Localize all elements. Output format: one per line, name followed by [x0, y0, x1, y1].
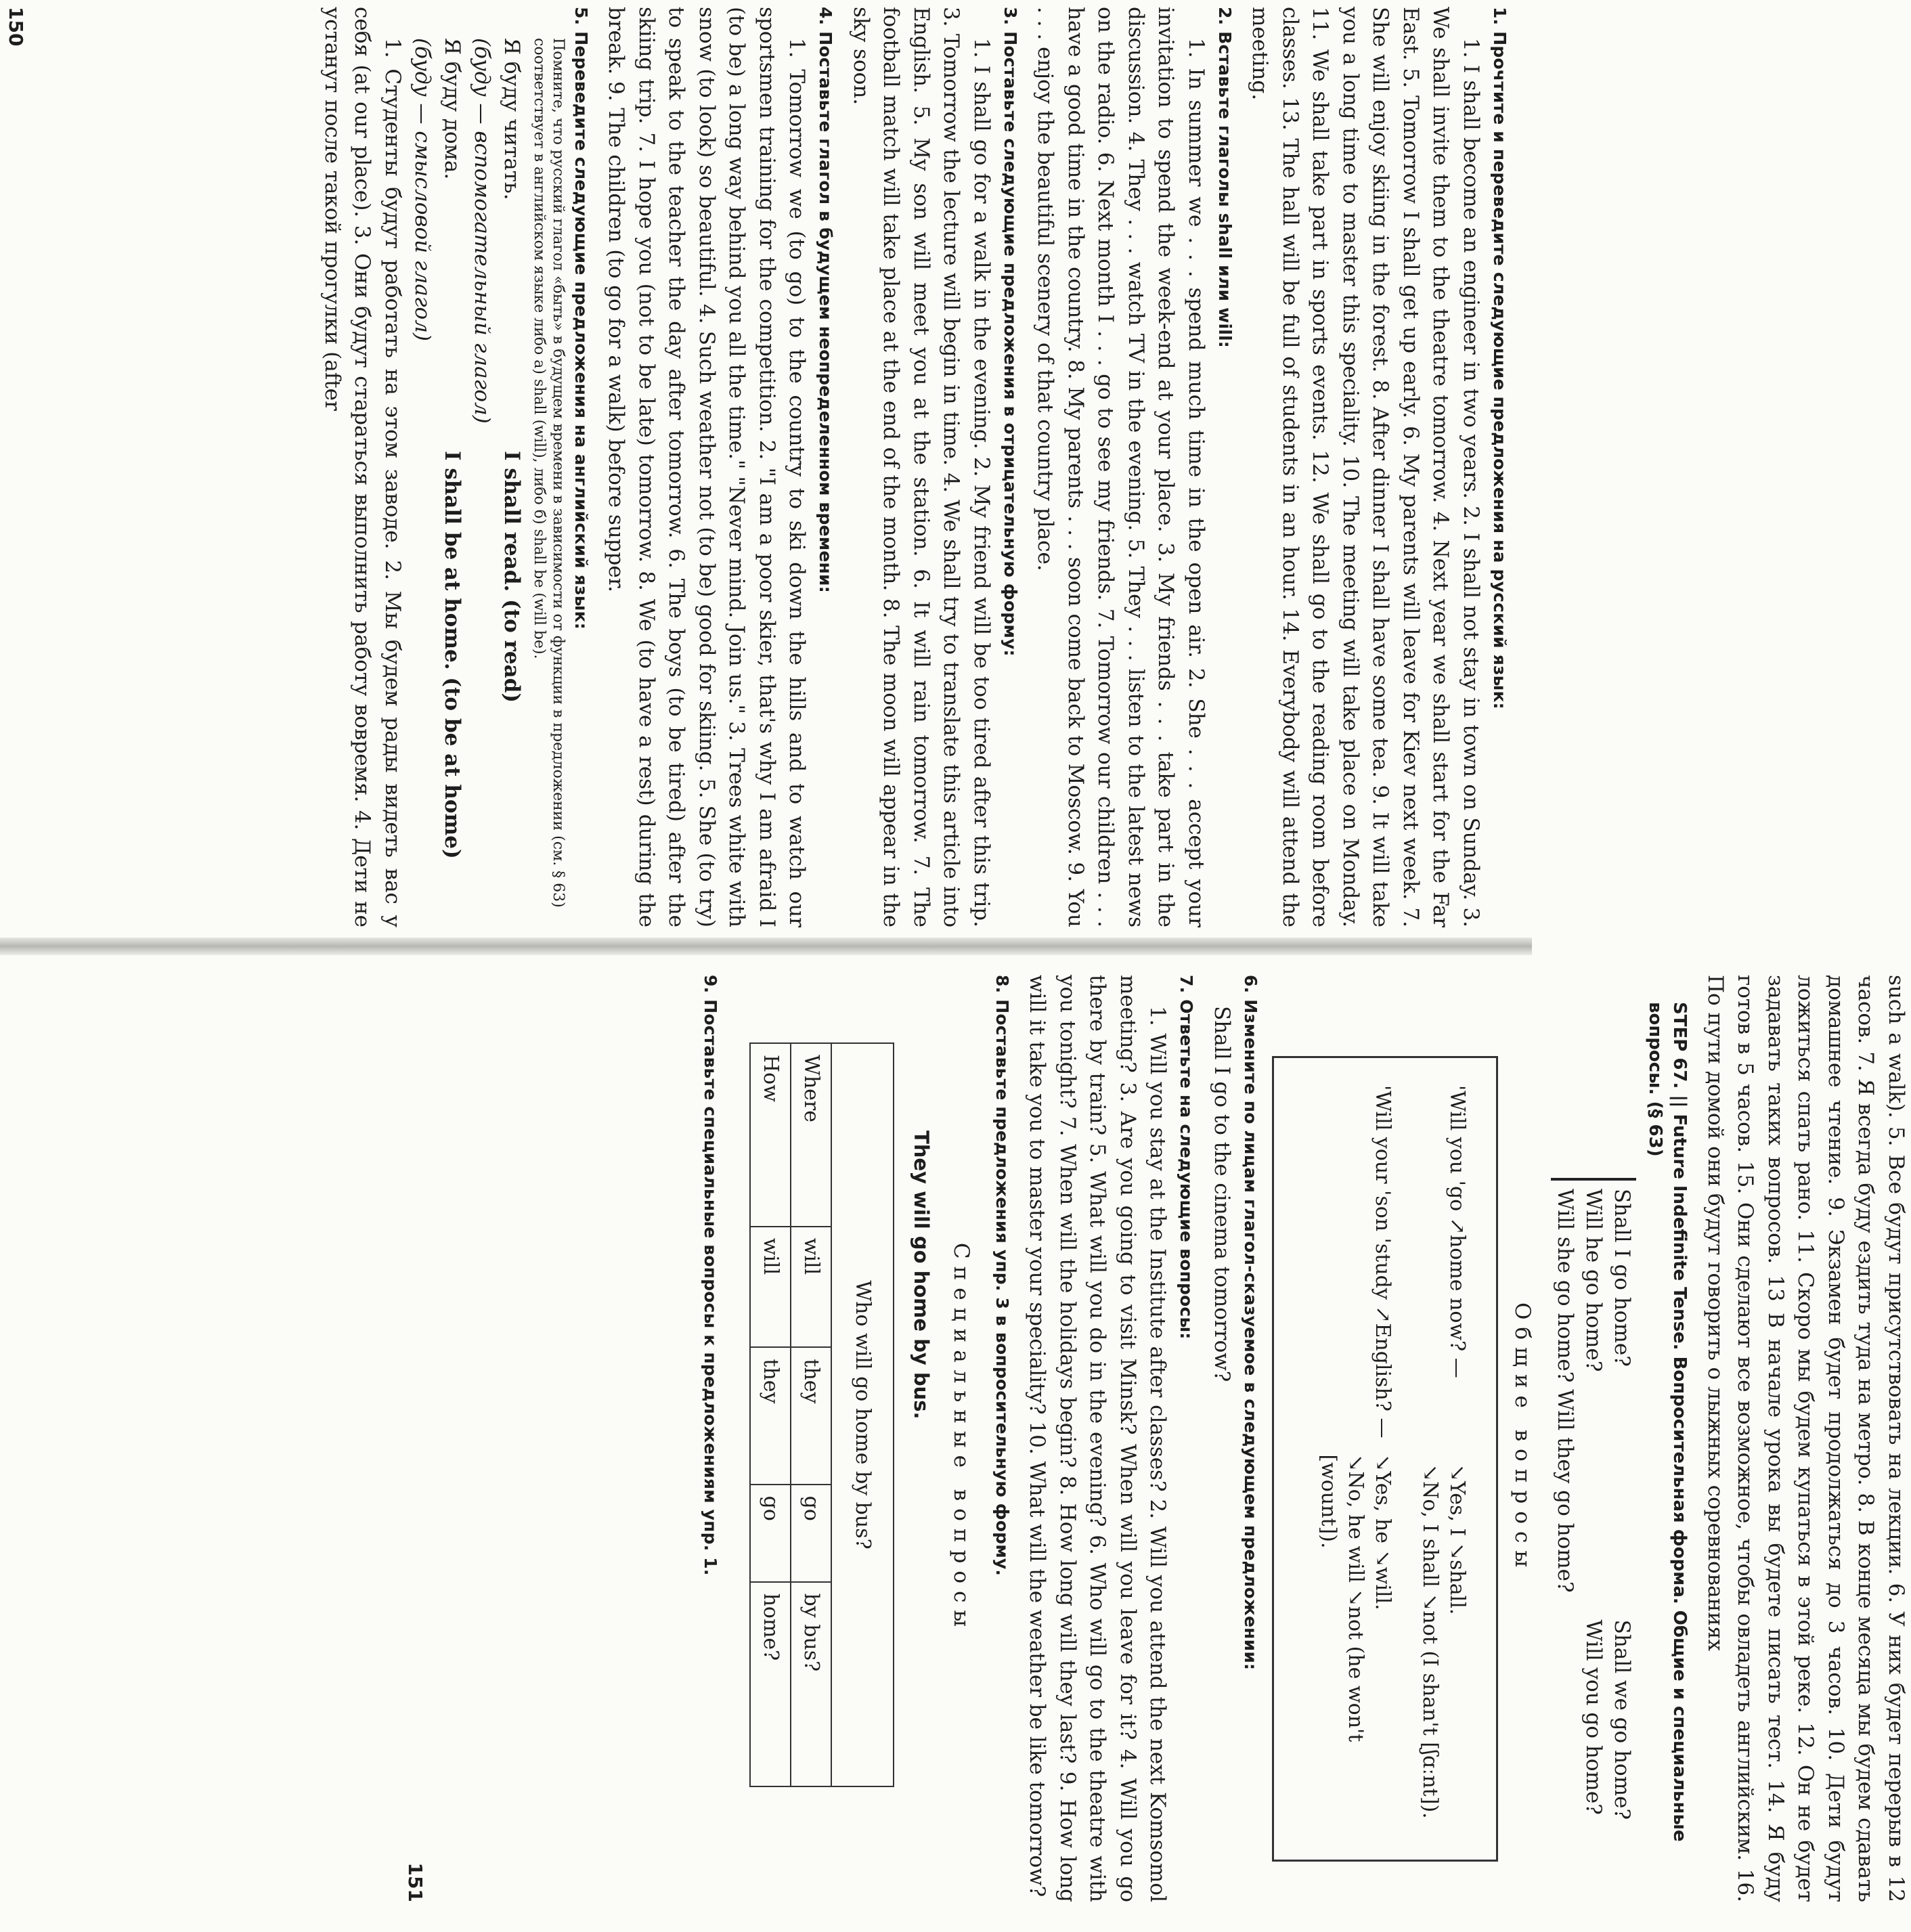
exercise-3-text: 1. I shall go for a walk in the evening. 2. My friend will be too tired after this trip. 3. Tomorrow the lecture will begin in time. 4. We shall try to translate this article into English. 5. My son will meet you at the station. 6. It will rain tomorrow. 7. The football match will take place at the end of the month. 8. The moon will appear in the sky soon.: [849, 7, 994, 927]
table-row: [791, 1043, 831, 1786]
table-cell: by bus?: [791, 1582, 831, 1786]
exercise-6-heading: 6. Измените по лицам глагол-сказуемое в следующем предложении:: [1241, 975, 1260, 1671]
table-cell: Where: [791, 1043, 831, 1227]
dialog-2-answer-yes: ↘Yes, he ↘will.: [1371, 1454, 1394, 1610]
book-gutter: [0, 938, 1532, 955]
example-a-russian: Я буду читать.: [500, 38, 524, 200]
exercise-2: [1030, 7, 1237, 927]
example-b-english: I shall be at home. (to be at home): [440, 451, 464, 859]
exercise-6: [1207, 975, 1263, 1902]
page-150: [0, 7, 1512, 927]
exercise-1: [1245, 7, 1512, 927]
table-row: [750, 1043, 791, 1786]
exercise-5: [317, 7, 594, 927]
exercise-8: [990, 975, 1014, 1902]
table-cell: they: [750, 1347, 791, 1484]
table-cell: go: [791, 1485, 831, 1582]
example-b-russian: Я буду дома.: [440, 38, 464, 180]
general-questions-title: Общие вопросы: [1510, 1302, 1535, 1575]
form-line: Shall we go home?: [1610, 1619, 1635, 1820]
dialog-1-answer-yes: ↘Yes, I ↘shall.: [1445, 1464, 1469, 1615]
exercise-9-heading: 9. Поставьте специальные вопросы к предложениям упр. 1.: [701, 975, 720, 1576]
table-title: They will go home by bus.: [910, 1130, 933, 1420]
question-forms-col-2: [1580, 1620, 1637, 1820]
exercise-2-heading: 2. Вставьте глаголы shall или will:: [1215, 7, 1235, 348]
exercise-9: [698, 975, 722, 1902]
exercise-5-text: 1. Студенты будут работать на этом заводе. 2. Мы будем рады видеть вас у себя (at our place). 3. Они будут стараться выполнить работу вовремя. 4. Дети не устанут после такой прогулки (after: [320, 7, 405, 927]
dialog-1-question: 'Will you 'go ↗home now? —: [1445, 1085, 1469, 1378]
page-151: [395, 975, 1911, 1902]
form-line: Will she go home? Will they go home?: [1553, 1189, 1578, 1593]
dialog-1: [1416, 1085, 1470, 1832]
exercise-3-heading: 3. Поставьте следующие предложения в отрицательную форму:: [1001, 7, 1020, 657]
exercise-7: [1022, 975, 1199, 1902]
exercise-1-text: 1. I shall become an engineer in two years. 2. I shall not stay in town on Sunday. 3. We shall invite them to the theatre tomorrow. 4. Next year we shall start for the Far East. 5. Tomorrow I shall get up early. 6. My parents will leave for Kiev next week. 7. She will enjoy skiing in the forest. 8. After dinner I shall have some tea. 9. It will take you a long time to master this speciality. 10. The meeting will take place on Monday. 11. We shall take part in sports events. 12. We shall go to the reading room before classes. 13. The hall will be full of students in an hour. 14. Everybody will attend the meeting.: [1248, 7, 1483, 927]
question-forms: [1552, 1178, 1637, 1902]
page-number: 150: [5, 7, 28, 47]
exercise-8-heading: 8. Поставьте предложения упр. 3 в вопросительную форму.: [992, 975, 1012, 1577]
question-forms-col-1: [1552, 1178, 1637, 1593]
example-b-gloss: (буду — смысловой глагол): [410, 38, 435, 341]
form-line: Will he go home?: [1581, 1189, 1606, 1372]
exercise-7-heading: 7. Ответьте на следующие вопросы:: [1177, 975, 1197, 1340]
exercise-4-heading: 4. Поставьте глагол в будущем неопределенном времени:: [816, 7, 836, 593]
dialog-2-question: 'Will your 'son 'study ↗English? —: [1371, 1085, 1394, 1439]
special-questions-table: [749, 1042, 894, 1787]
exercise-5-continuation: such a walk). 5. Все будут присутствовать на лекции. 6. У них будет перерыв в 12 часов. 7. Я всегда буду ездить туда на метро. 8. В конце месяца мы будем сдавать домашнее чтение. 9. Экзамен будет продолжаться до 3 часов. 10. Дети будут ложиться спать рано. 11. Скоро мы будем купаться в этой реке. 12. Он не будет задавать таких вопросов. 13 В начале урока вы будете писать тест. 14. Я буду готов в 5 часов. 15. Они сделают все возможное, чтобы овладеть английским. 16. По пути домой они будут говорить о лыжных соревнованиях: [1703, 975, 1908, 1902]
step-67-heading: STEP 67. || Future Indefinite Tense. Вопросительная форма. Общие и специальные вопросы. (§ 63): [1645, 1002, 1690, 1842]
exercise-5-note: Помните, что русский глагол «быть» в будущем времени в зависимости от функции в предложении (см. § 63) соответствует в английском языке либо а) shall (will), либо б) shall be (will be).: [531, 38, 567, 908]
table-cell: they: [791, 1347, 831, 1484]
exercise-5-heading: 5. Переведите следующие предложения на английский язык:: [571, 7, 591, 630]
dialog-2-answer-no: ↘No, he will ↘not (he won't [wount]).: [1317, 1454, 1367, 1742]
exercise-4-text: 1. Tomorrow we (to go) to the country to ski down the hills and to watch our sportsmen training for the competition. 2. "I am a poor skier, that's why I am afraid I (to be) a long way behind you all the time." "Never mind. Join us." 3. Trees white with snow (to look) so beautiful. 4. Such weather not (to be) good for skiing. 5. She (to try) to speak to the teacher the day after tomorrow. 6. The boys (to be tired) after the skiing trip. 7. I hope you (not to be late) tomorrow. 8. We (to have a rest) during the break. 9. The children (to go for a walk) before supper.: [604, 7, 810, 927]
intonation-dialog-box: [1272, 1056, 1498, 1862]
table-cell: go: [750, 1485, 791, 1582]
example-a-gloss: (буду — вспомогательный глагол): [470, 38, 494, 424]
table-top-cell: Who will go home by bus?: [831, 1043, 894, 1786]
example-a-english: I shall read. (to read): [500, 451, 524, 703]
form-line: Will you go home?: [1581, 1619, 1606, 1815]
table-cell: home?: [750, 1582, 791, 1786]
form-line: Shall I go home?: [1610, 1189, 1635, 1367]
exercise-1-heading: 1. Прочтите и переведите следующие предложения на русский язык:: [1490, 7, 1510, 709]
example-b: [408, 38, 467, 927]
page-number: 151: [404, 1862, 427, 1902]
exercise-2-text: 1. In summer we . . . spend much time in the open air. 2. She . . . accept your invitation to spend the week-end at your place. 3. My friends . . . take part in the discussion. 4. They . . . watch TV in the evening. 5. They . . . listen to the latest news on the radio. 6. Next month I . . . go to see my friends. 7. Tomorrow our children . . . have a good time in the country. 8. My parents . . . soon come back to Moscow. 9. You . . . enjoy the beautiful scenery of that country place.: [1033, 7, 1208, 927]
table-cell: will: [750, 1227, 791, 1348]
dialog-2: [1315, 1085, 1396, 1832]
special-questions-title: Специальные вопросы: [949, 1242, 973, 1635]
exercise-6-text: Shall I go to the cinema tomorrow?: [1210, 1006, 1234, 1382]
table-cell: How: [750, 1043, 791, 1227]
exercise-3: [846, 7, 1023, 927]
exercise-4: [601, 7, 838, 927]
exercise-7-text: 1. Will you stay at the Institute after classes? 2. Will you attend the next Komsomol meeting? 3. Are you going to visit Minsk? When will you leave for it? 4. Will you go there by train? 5. What will you do in the evening? 6. Who will go to the theatre with you tonight? 7. When will the holidays begin? 8. How long will they last? 9. How long will it take you to master your speciality? 10. What will the weather be like tomorrow?: [1025, 975, 1170, 1902]
table-cell: will: [791, 1227, 831, 1348]
table-row: [831, 1043, 894, 1786]
dialog-1-answer-no: ↘No, I shall ↘not (I shan't [ʃɑːnt]).: [1418, 1464, 1442, 1819]
example-a: [467, 38, 527, 927]
